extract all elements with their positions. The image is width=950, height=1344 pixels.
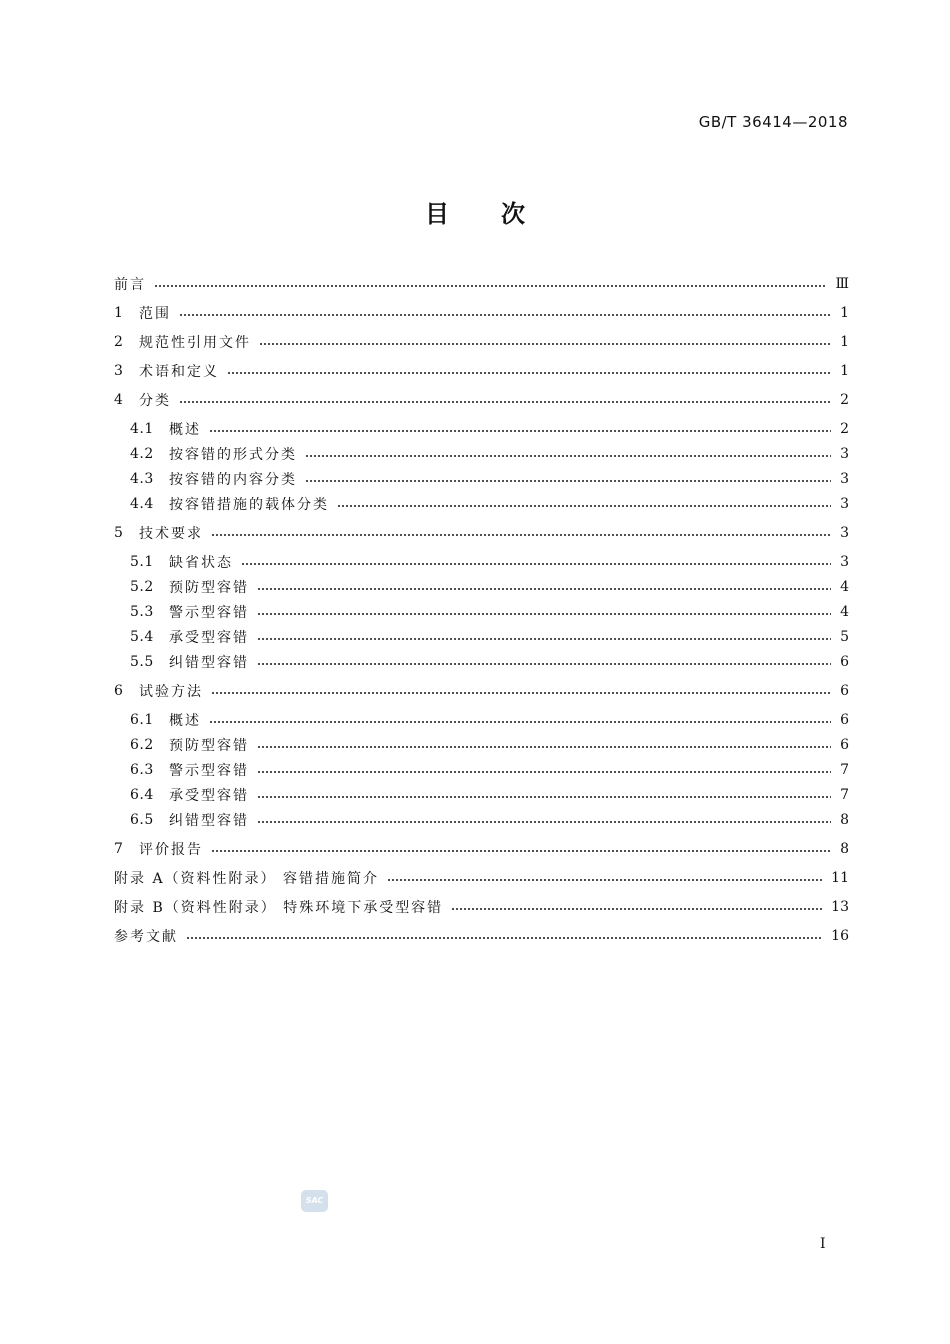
toc-leader-dots	[259, 336, 831, 348]
toc-leader-dots	[257, 656, 831, 668]
toc-leader-dots	[257, 789, 831, 801]
toc-entry-number: 4.2	[130, 446, 154, 462]
toc-entry-label: 按容错措施的载体分类	[169, 497, 329, 513]
toc-entry-page: 6	[840, 683, 849, 699]
toc-entry[interactable]	[114, 442, 849, 466]
toc-leader-dots	[211, 843, 831, 855]
toc-entry-label: 纠错型容错	[169, 655, 249, 671]
toc-entry-page: 3	[840, 471, 849, 487]
toc-leader-dots	[305, 448, 831, 460]
toc-entry-page: 1	[840, 305, 849, 321]
toc-entry-page: 4	[840, 604, 849, 620]
toc-entry[interactable]	[114, 600, 849, 624]
toc-entry-page: 1	[840, 363, 849, 379]
toc-entry-page: 11	[831, 870, 849, 886]
standard-code: GB/T 36414—2018	[698, 113, 848, 131]
toc-entry-page: Ⅲ	[835, 276, 849, 292]
toc-title	[0, 194, 950, 229]
toc-entry-label: 承受型容错	[169, 630, 249, 646]
toc-entry-number: 5.5	[130, 654, 154, 670]
toc-entry-label: 纠错型容错	[169, 813, 249, 829]
toc-entry[interactable]	[114, 708, 849, 732]
toc-entry-number: 6.3	[130, 762, 154, 778]
toc-entry-number: 5.1	[130, 554, 154, 570]
toc-entry-page: 6	[840, 712, 849, 728]
toc-entry[interactable]	[114, 467, 849, 491]
toc-entry-page: 8	[840, 812, 849, 828]
toc-entry-number: 6.5	[130, 812, 154, 828]
toc-entry-label: 附录 B（资料性附录） 特殊环境下承受型容错	[114, 900, 444, 916]
toc-entry[interactable]	[114, 417, 849, 441]
toc-entry-label: 预防型容错	[169, 738, 249, 754]
toc-leader-dots	[241, 556, 831, 568]
toc-leader-dots	[257, 606, 831, 618]
toc-entry-number: 2	[114, 334, 124, 350]
toc-leader-dots	[257, 739, 831, 751]
toc-entry-number: 4.4	[130, 496, 154, 512]
toc-entry-label: 按容错的形式分类	[169, 447, 297, 463]
toc-entry-label: 参考文献	[114, 929, 178, 945]
toc-leader-dots	[211, 685, 831, 697]
toc-entry[interactable]	[114, 924, 849, 948]
toc-entry-number: 6.1	[130, 712, 154, 728]
toc-leader-dots	[337, 498, 831, 510]
toc-entry[interactable]	[114, 359, 849, 383]
toc-leader-dots	[227, 365, 831, 377]
toc-entry[interactable]	[114, 866, 849, 890]
toc-leader-dots	[257, 631, 831, 643]
toc-leader-dots	[257, 764, 831, 776]
toc-entry[interactable]	[114, 575, 849, 599]
toc-entry-number: 7	[114, 841, 124, 857]
toc-entry-number: 6.2	[130, 737, 154, 753]
toc-entry-label: 技术要求	[139, 526, 203, 542]
toc-entry-number: 5	[114, 525, 124, 541]
toc-leader-dots	[387, 872, 823, 884]
toc-entry[interactable]	[114, 625, 849, 649]
toc-entry-label: 警示型容错	[169, 763, 249, 779]
toc-entry-number: 3	[114, 363, 124, 379]
toc-entry[interactable]	[114, 272, 849, 296]
toc-entry-label: 分类	[139, 393, 171, 409]
toc-entry-number: 5.4	[130, 629, 154, 645]
toc-entry[interactable]	[114, 550, 849, 574]
toc-leader-dots	[451, 901, 823, 913]
toc-leader-dots	[209, 423, 831, 435]
toc-entry-page: 6	[840, 737, 849, 753]
toc-entry-number: 6.4	[130, 787, 154, 803]
toc-entry[interactable]	[114, 808, 849, 832]
toc-leader-dots	[257, 581, 831, 593]
toc-entry-number: 5.3	[130, 604, 154, 620]
toc-entry[interactable]	[114, 733, 849, 757]
toc-entry-page: 16	[831, 928, 849, 944]
toc-entry-page: 2	[840, 392, 849, 408]
toc-entry[interactable]	[114, 758, 849, 782]
toc-entry-page: 1	[840, 334, 849, 350]
toc-entry[interactable]	[114, 301, 849, 325]
toc-entry-page: 8	[840, 841, 849, 857]
toc-entry-page: 6	[840, 654, 849, 670]
toc-leader-dots	[179, 394, 831, 406]
toc-entry[interactable]	[114, 837, 849, 861]
toc-entry-label: 按容错的内容分类	[169, 472, 297, 488]
toc-leader-dots	[305, 473, 831, 485]
toc-entry-label: 前言	[114, 277, 146, 293]
toc-title-right: 次	[501, 200, 525, 228]
toc-entry-label: 概述	[169, 713, 201, 729]
toc-entry-page: 2	[840, 421, 849, 437]
toc-entry-page: 7	[840, 787, 849, 803]
toc-entry-page: 4	[840, 579, 849, 595]
sac-watermark-logo: SAC	[301, 1190, 328, 1212]
toc-entry-number: 1	[114, 305, 124, 321]
toc-entry-page: 7	[840, 762, 849, 778]
toc-entry-label: 范围	[139, 306, 171, 322]
toc-entry-page: 13	[831, 899, 849, 915]
toc-leader-dots	[179, 307, 831, 319]
toc-entry[interactable]	[114, 650, 849, 674]
toc-leader-dots	[211, 527, 831, 539]
toc-title-left: 目	[425, 200, 449, 228]
toc-entry-label: 规范性引用文件	[139, 335, 251, 351]
toc-entry-number: 4.3	[130, 471, 154, 487]
toc-entry-page: 3	[840, 446, 849, 462]
toc-entry-label: 试验方法	[139, 684, 203, 700]
toc-entry-label: 概述	[169, 422, 201, 438]
toc-entry-label: 警示型容错	[169, 605, 249, 621]
toc-entry-label: 评价报告	[139, 842, 203, 858]
toc-entry-label: 缺省状态	[169, 555, 233, 571]
toc-entry-page: 3	[840, 525, 849, 541]
toc-entry-page: 3	[840, 496, 849, 512]
toc-entry-number: 4.1	[130, 421, 154, 437]
toc-entry[interactable]	[114, 388, 849, 412]
toc-entry[interactable]	[114, 521, 849, 545]
toc-entry-number: 4	[114, 392, 124, 408]
toc-entry[interactable]	[114, 330, 849, 354]
toc-entry-number: 6	[114, 683, 124, 699]
toc-leader-dots	[257, 814, 831, 826]
toc-entry[interactable]	[114, 492, 849, 516]
toc-entry-label: 承受型容错	[169, 788, 249, 804]
toc-leader-dots	[154, 278, 827, 290]
toc-entry[interactable]	[114, 783, 849, 807]
toc-leader-dots	[209, 714, 831, 726]
toc-entry-page: 3	[840, 554, 849, 570]
page-number: Ⅰ	[820, 1236, 826, 1252]
toc-entry-label: 术语和定义	[139, 364, 219, 380]
toc-entry-page: 5	[840, 629, 849, 645]
toc-entry[interactable]	[114, 679, 849, 703]
toc-entry[interactable]	[114, 895, 849, 919]
toc-entry-label: 预防型容错	[169, 580, 249, 596]
toc-entry-number: 5.2	[130, 579, 154, 595]
toc-leader-dots	[186, 930, 823, 942]
toc-entry-label: 附录 A（资料性附录） 容错措施简介	[114, 871, 380, 887]
